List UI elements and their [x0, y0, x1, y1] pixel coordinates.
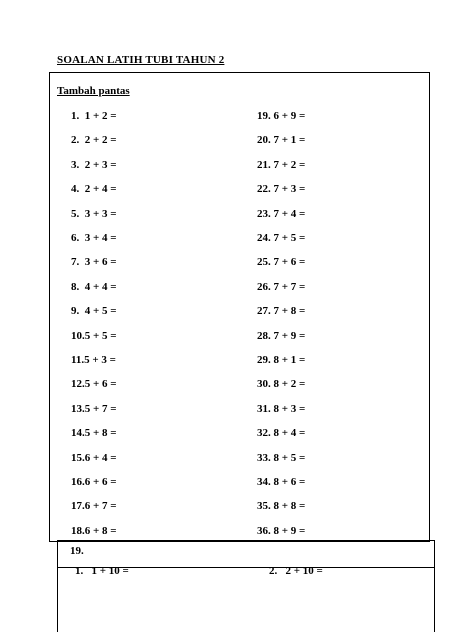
box2-question-1: 1. 1 + 10 =	[75, 565, 129, 577]
question-item: 36. 8 + 9 =	[257, 524, 306, 537]
question-item: 15.6 + 4 =	[71, 451, 117, 464]
question-item: 29. 8 + 1 =	[257, 354, 306, 366]
question-item: 17.6 + 7 =	[71, 500, 117, 513]
question-item: 2. 2 + 2 =	[71, 134, 117, 147]
box2-number: 19.	[70, 545, 84, 557]
section-subtitle: Tambah pantas	[57, 85, 130, 97]
question-item: 14.5 + 8 =	[71, 427, 117, 440]
question-item: 25. 7 + 6 =	[257, 256, 306, 269]
question-item: 34. 8 + 6 =	[257, 476, 306, 488]
question-item: 18.6 + 8 =	[71, 524, 117, 537]
question-item: 4. 2 + 4 =	[71, 183, 117, 196]
question-item: 10.5 + 5 =	[71, 329, 117, 342]
question-item: 32. 8 + 4 =	[257, 427, 306, 440]
question-item: 5. 3 + 3 =	[71, 207, 117, 220]
question-item: 22. 7 + 3 =	[257, 183, 306, 196]
box2-question-2: 2. 2 + 10 =	[269, 565, 323, 577]
question-item: 8. 4 + 4 =	[71, 280, 117, 293]
question-item: 11.5 + 3 =	[71, 354, 116, 366]
question-item: 24. 7 + 5 =	[257, 232, 306, 244]
question-item: 13.5 + 7 =	[71, 402, 117, 415]
second-question-box	[57, 540, 435, 632]
question-item: 33. 8 + 5 =	[257, 451, 306, 464]
question-item: 9. 4 + 5 =	[71, 305, 117, 318]
question-item: 30. 8 + 2 =	[257, 378, 306, 391]
question-item: 7. 3 + 6 =	[71, 256, 117, 269]
question-item: 28. 7 + 9 =	[257, 329, 306, 342]
question-item: 1. 1 + 2 =	[71, 110, 117, 122]
question-item: 3. 2 + 3 =	[71, 158, 117, 171]
question-item: 21. 7 + 2 =	[257, 158, 306, 171]
worksheet-title: SOALAN LATIH TUBI TAHUN 2	[57, 54, 225, 66]
question-item: 31. 8 + 3 =	[257, 402, 306, 415]
question-item: 20. 7 + 1 =	[257, 134, 306, 147]
question-item: 27. 7 + 8 =	[257, 305, 306, 318]
question-item: 6. 3 + 4 =	[71, 232, 117, 244]
question-item: 23. 7 + 4 =	[257, 207, 306, 220]
question-item: 16.6 + 6 =	[71, 476, 117, 488]
question-item: 19. 6 + 9 =	[257, 110, 306, 122]
question-item: 12.5 + 6 =	[71, 378, 117, 391]
question-item: 26. 7 + 7 =	[257, 280, 306, 293]
question-item: 35. 8 + 8 =	[257, 500, 306, 513]
